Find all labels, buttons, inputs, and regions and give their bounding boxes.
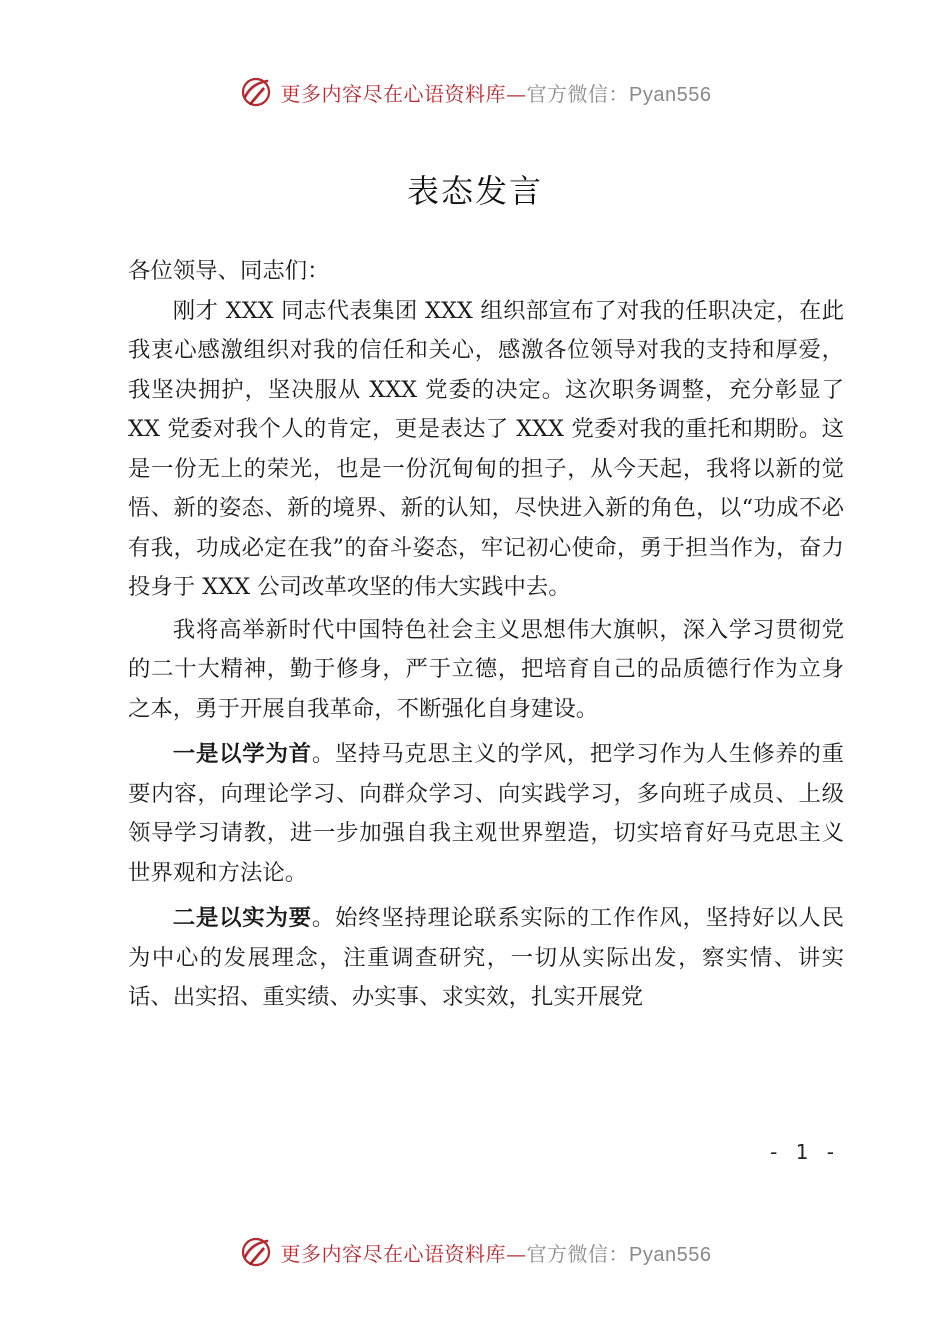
page-number: - 1 -	[770, 1140, 840, 1164]
pen-signature-icon	[239, 75, 273, 109]
point-1-paragraph	[128, 735, 844, 893]
point-1-lead: 一是以学为首	[172, 741, 312, 767]
point-2-body: 。始终坚持理论联系实际的工作作风，坚持好以人民为中心的发展理念，注重调查研究，一切从实际出发，察实情、讲实话、出实招、重实绩、办实事、求实效，扎实开展党	[128, 905, 844, 1010]
banner-text: 更多内容尽在心语资料库—官方微信：Pyan556	[280, 81, 712, 106]
point-2-lead: 二是以实为要	[172, 905, 312, 931]
point-1-body: 。坚持马克思主义的学风，把学习作为人生修养的重要内容，向理论学习、向群众学习、向实践学习，多向班子成员、上级领导学习请教，进一步加强自我主观世界塑造，切实培育好马克思主义世界观和方法论。	[128, 741, 844, 886]
document-body	[128, 252, 844, 1018]
paragraph-1: 刚才 XXX 同志代表集团 XXX 组织部宣布了对我的任职决定，在此我衷心感激组织对我的信任和关心，感激各位领导对我的支持和厚爱，我坚决拥护，坚决服从 XXX 党委的决定。这次职务调整，充分彰显了 XX 党委对我个人的肯定，更是表达了 XXX 党委对我的重托和期盼。这是一份无上的荣光，也是一份沉甸甸的担子，从今天起，我将以新的觉悟、新的姿态、新的境界、新的认知，尽快进入新的角色，以“功成不必有我，功成必定在我”的奋斗姿态，牢记初心使命，勇于担当作为，奋力投身于 XXX 公司改革攻坚的伟大实践中去。	[128, 297, 844, 600]
document-title: 表态发言	[406, 172, 543, 210]
banner-text: 更多内容尽在心语资料库—官方微信：Pyan556	[280, 1241, 712, 1266]
header-banner	[0, 70, 950, 114]
paragraph-2: 我将高举新时代中国特色社会主义思想伟大旗帜，深入学习贯彻党的二十大精神，勤于修身，严于立德，把培育自己的品质德行作为立身之本，勇于开展自我革命，不断强化自身建设。	[128, 616, 844, 722]
point-2-paragraph	[128, 899, 844, 1018]
salutation: 各位领导、同志们：	[128, 258, 330, 284]
footer-banner	[0, 1230, 950, 1274]
pen-signature-icon	[239, 1235, 273, 1269]
